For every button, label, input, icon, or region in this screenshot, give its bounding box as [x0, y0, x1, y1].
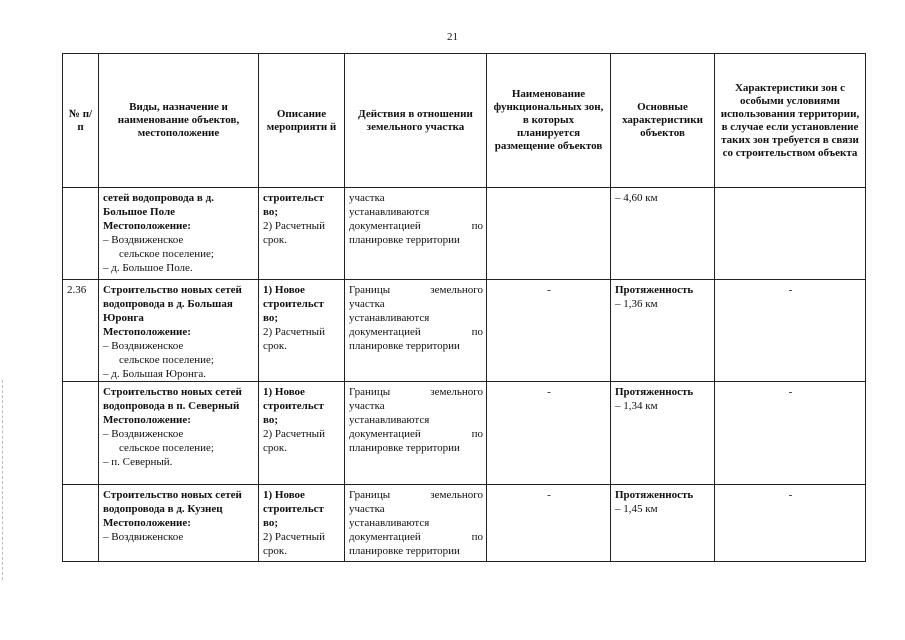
description-line: 2) Расчетный	[263, 220, 325, 232]
description-line: строительст	[263, 503, 324, 515]
location-line: – д. Большое Поле.	[103, 262, 193, 274]
object-cell	[99, 188, 259, 280]
description-cell	[259, 280, 345, 382]
description-line: во;	[263, 517, 279, 529]
header-num: № п/п	[63, 54, 99, 188]
header-actions: Действия в отношении земельного участка	[345, 54, 487, 188]
object-title: Строительство новых сетей водопровода в д. Кузнец	[103, 489, 242, 515]
characteristic-value: – 4,60 км	[615, 192, 658, 204]
header-special-zones: Характеристики зон с особыми условиями использования территории, в случае если установление таких зон требуется в связи со строительством объекта	[715, 54, 866, 188]
object-title: Строительство новых сетей водопровода в д. Большая Юронга	[103, 284, 242, 324]
characteristic-value: – 1,34 км	[615, 400, 658, 412]
zones-cell: -	[487, 382, 611, 485]
actions-line: документацией по	[349, 531, 483, 543]
row-number	[63, 382, 99, 485]
description-line: во;	[263, 206, 279, 218]
location-line: – Воздвиженское	[103, 531, 184, 543]
object-cell	[99, 485, 259, 562]
characteristics-cell	[611, 485, 715, 562]
location-label: Местоположение:	[103, 220, 191, 232]
scan-margin-marks	[2, 380, 6, 580]
description-line: срок.	[263, 234, 287, 246]
actions-cell	[345, 485, 487, 562]
characteristics-cell	[611, 382, 715, 485]
description-line: строительст	[263, 400, 324, 412]
actions-line: планировке территории	[349, 545, 460, 557]
description-line: 2) Расчетный	[263, 531, 325, 543]
location-line: – Воздвиженское	[103, 428, 184, 440]
header-characteristics: Основные характеристики объектов	[611, 54, 715, 188]
description-line: срок.	[263, 340, 287, 352]
description-line: 2) Расчетный	[263, 326, 325, 338]
special-zones-cell: -	[715, 485, 866, 562]
table-row	[63, 280, 866, 382]
object-cell	[99, 280, 259, 382]
table-row	[63, 188, 866, 280]
actions-line: планировке территории	[349, 234, 460, 246]
description-line: во;	[263, 414, 279, 426]
zones-cell: -	[487, 280, 611, 382]
table-header-row	[63, 54, 866, 188]
description-line: во;	[263, 312, 279, 324]
object-cell	[99, 382, 259, 485]
actions-line: документацией по	[349, 326, 483, 338]
description-line: 2) Расчетный	[263, 428, 325, 440]
characteristic-label: Протяженность	[615, 284, 694, 296]
header-object: Виды, назначение и наименование объектов, местоположение	[99, 54, 259, 188]
actions-line: участка	[349, 503, 385, 515]
location-line: – д. Большая Юронга.	[103, 368, 207, 380]
actions-line: документацией по	[349, 220, 483, 232]
location-line: сельское поселение;	[119, 248, 214, 260]
zones-cell: -	[487, 485, 611, 562]
description-line: 1) Новое	[263, 386, 305, 398]
actions-line: участка	[349, 298, 385, 310]
location-line: сельское поселение;	[119, 354, 214, 366]
actions-line: Границы земельного	[349, 386, 483, 398]
actions-line: участка	[349, 192, 385, 204]
object-title: сетей водопровода в д. Большое Поле	[103, 192, 214, 218]
actions-line: планировке территории	[349, 340, 460, 352]
special-zones-cell: -	[715, 382, 866, 485]
description-cell	[259, 188, 345, 280]
actions-line: документацией по	[349, 428, 483, 440]
actions-cell	[345, 280, 487, 382]
location-label: Местоположение:	[103, 414, 191, 426]
row-number	[63, 485, 99, 562]
description-line: строительст	[263, 298, 324, 310]
description-line: срок.	[263, 442, 287, 454]
location-line: – Воздвиженское	[103, 340, 184, 352]
header-description: Описание мероприяти й	[259, 54, 345, 188]
actions-line: Границы земельного	[349, 284, 483, 296]
characteristics-cell	[611, 188, 715, 280]
actions-line: устанавливаются	[349, 312, 430, 324]
actions-cell	[345, 382, 487, 485]
location-label: Местоположение:	[103, 326, 191, 338]
row-number	[63, 188, 99, 280]
actions-cell	[345, 188, 487, 280]
row-number: 2.36	[63, 280, 99, 382]
page-number: 21	[447, 31, 458, 43]
special-zones-cell	[715, 188, 866, 280]
objects-table	[62, 53, 866, 562]
characteristic-value: – 1,36 км	[615, 298, 658, 310]
actions-line: устанавливаются	[349, 414, 430, 426]
characteristic-value: – 1,45 км	[615, 503, 658, 515]
actions-line: планировке территории	[349, 442, 460, 454]
description-cell	[259, 382, 345, 485]
location-line: – Воздвиженское	[103, 234, 184, 246]
actions-line: Границы земельного	[349, 489, 483, 501]
zones-cell	[487, 188, 611, 280]
header-zones: Наименование функциональных зон, в которых планируется размещение объектов	[487, 54, 611, 188]
characteristic-label: Протяженность	[615, 386, 694, 398]
actions-line: устанавливаются	[349, 206, 430, 218]
location-line: – п. Северный.	[103, 456, 173, 468]
characteristic-label: Протяженность	[615, 489, 694, 501]
actions-line: устанавливаются	[349, 517, 430, 529]
location-label: Местоположение:	[103, 517, 191, 529]
object-title: Строительство новых сетей водопровода в п. Северный	[103, 386, 242, 412]
description-line: срок.	[263, 545, 287, 557]
description-line: 1) Новое	[263, 284, 305, 296]
description-line: строительст	[263, 192, 324, 204]
location-line: сельское поселение;	[119, 442, 214, 454]
description-line: 1) Новое	[263, 489, 305, 501]
actions-line: участка	[349, 400, 385, 412]
table-row	[63, 382, 866, 485]
description-cell	[259, 485, 345, 562]
table-row	[63, 485, 866, 562]
characteristics-cell	[611, 280, 715, 382]
special-zones-cell: -	[715, 280, 866, 382]
